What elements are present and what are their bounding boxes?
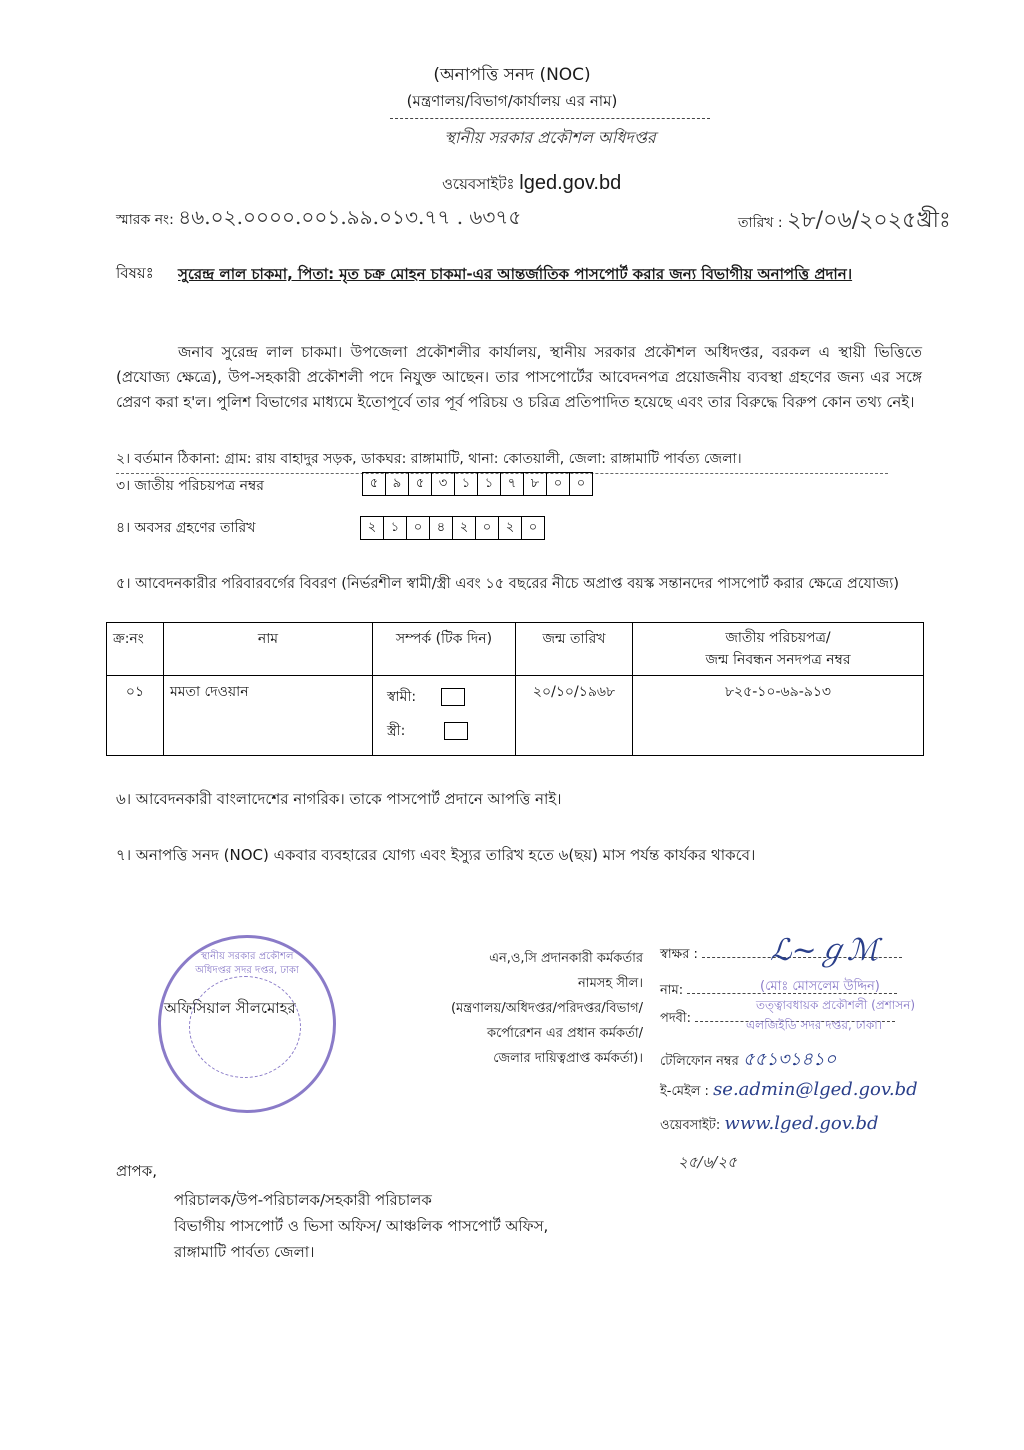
subject-text: সুরেন্দ্র লাল চাকমা, পিতা: মৃত চক্র মোহন চাকমা-এর আন্তর্জাতিক পাসপোর্ট করার জন্য বিভাগীয় অনাপত্তি প্রদান। bbox=[178, 265, 853, 283]
digit-box: ০ bbox=[576, 475, 586, 491]
recipient-address: পরিচালক/উপ-পরিচালক/সহকারী পরিচালক বিভাগীয় পাসপোর্ট ও ভিসা অফিস/ আঞ্চলিক পাসপোর্ট অফিস, রাঙ্গামাটি পার্বত্য জেলা। bbox=[174, 1191, 549, 1261]
col-serial: ক্র:নং bbox=[107, 623, 164, 676]
cell-relation bbox=[373, 676, 516, 756]
table-header-row bbox=[107, 623, 924, 676]
designation-stamp-2: এলজিইডি সদর দপ্তর, ঢাকা। bbox=[746, 1018, 883, 1032]
phone-row: টেলিফোন নম্বর ৫৫১৩১৪১০ bbox=[660, 1049, 837, 1070]
official-seal bbox=[158, 935, 336, 1113]
date-value: ২৮/০৬/২০২৫খ্রীঃ bbox=[787, 208, 951, 233]
relation-husband: স্বামী: bbox=[379, 680, 509, 714]
col-nid-line2: জন্ম নিবন্ধন সনদপত্র নম্বর bbox=[705, 652, 851, 668]
digit-box: ২ bbox=[499, 517, 522, 539]
retirement-boxes bbox=[360, 516, 545, 540]
signature-row: স্বাক্ষর : ℒ~ℊℳ bbox=[660, 945, 990, 981]
name-row: নাম: (মোঃ মোসলেম উদ্দিন) bbox=[660, 981, 990, 1009]
retirement-label: ৪। অবসর গ্রহণের তারিখ bbox=[116, 520, 256, 536]
digit-box: ০ bbox=[547, 473, 570, 495]
document-title: (অনাপত্তি সনদ (NOC) bbox=[433, 65, 591, 85]
husband-checkbox[interactable] bbox=[441, 688, 465, 706]
recipient-label: প্রাপক, bbox=[116, 1162, 157, 1180]
digit-box: ০ bbox=[528, 519, 538, 535]
wife-checkbox[interactable] bbox=[444, 722, 468, 740]
col-nid bbox=[633, 623, 924, 676]
seal-label: অফিসিয়াল সীলমোহর bbox=[164, 999, 296, 1017]
name-stamp: (মোঃ মোসলেম উদ্দিন) bbox=[760, 979, 880, 994]
col-relation: সম্পর্ক (টিক দিন) bbox=[373, 623, 516, 676]
date-line bbox=[738, 203, 951, 240]
relation-wife: স্ত্রী: bbox=[379, 714, 509, 748]
digit-box: ২ bbox=[361, 517, 384, 539]
digit-box: ৮ bbox=[524, 473, 547, 495]
digit-box: ০ bbox=[476, 517, 499, 539]
memo-number: ৪৬.০২.০০০০.০০১.৯৯.০১৩.৭৭ . ৬৩৭৫ bbox=[178, 205, 522, 229]
website-line: ওয়েবসাইটঃ lged.gov.bd bbox=[442, 172, 622, 194]
issuer-note: এন,ও,সি প্রদানকারী কর্মকর্তার নামসহ সীল। (মন্ত্রণালয়/অধিদপ্তর/পরিদপ্তর/বিভাগ/ কর্পোরেশন এর প্রধান কর্মকর্তা/ জেলার দায়িত্বপ্রাপ্ত কর্মকর্তা)। bbox=[450, 951, 643, 1066]
table-row bbox=[107, 676, 924, 756]
cell-name: মমতা দেওয়ান bbox=[164, 676, 373, 756]
address-item: ২। বর্তমান ঠিকানা: গ্রাম: রায় বাহাদুর সড়ক, ডাকঘর: রাঙ্গামাটি, থানা: কোতয়ালী, জেলা: রাঙ্গামাটি পার্বত্য জেলা। bbox=[116, 447, 888, 474]
subject-label: বিষয়ঃ bbox=[116, 264, 154, 282]
validity-item: ৭। অনাপত্তি সনদ (NOC) একবার ব্যবহারের যোগ্য এবং ইস্যুর তারিখ হতে ৬(ছয়) মাস পর্যন্ত কার্যকর থাকবে। bbox=[116, 846, 756, 864]
office-name-handwritten: স্থানীয় সরকার প্রকৌশল অধিদপ্তর bbox=[390, 118, 710, 152]
digit-box: ৯ bbox=[386, 473, 409, 495]
col-dob: জন্ম তারিখ bbox=[516, 623, 633, 676]
digit-box: ২ bbox=[453, 517, 476, 539]
seal-ring-text: স্থানীয় সরকার প্রকৌশল অধিদপ্তর সদর দপ্তর, ঢাকা bbox=[195, 951, 299, 976]
digit-box: ১ bbox=[455, 473, 478, 495]
nid-label: ৩। জাতীয় পরিচয়পত্র নম্বর bbox=[116, 478, 264, 494]
designation-stamp-1: তত্ত্বাবধায়ক প্রকৌশলী (প্রশাসন) bbox=[756, 998, 916, 1012]
digit-box: ৫ bbox=[409, 473, 432, 495]
seal-inner-ring bbox=[189, 976, 301, 1078]
digit-box: ০ bbox=[407, 517, 430, 539]
family-table bbox=[106, 622, 924, 756]
family-note: ৫। আবেদনকারীর পরিবারবর্গের বিবরণ (নির্ভরশীল স্বামী/স্ত্রী এবং ১৫ বছরের নীচে অপ্রাপ্ত বয়স্ক সন্তানদের পাসপোর্ট করার ক্ষেত্রে প্রযোজ্য) bbox=[116, 576, 900, 592]
initial-and-date: ২৫/৬/২৫ bbox=[678, 1153, 737, 1171]
body-paragraph: জনাব সুরেন্দ্র লাল চাকমা। উপজেলা প্রকৌশলীর কার্যালয়, স্থানীয় সরকার প্রকৌশল অধিদপ্তর, বরকল এ স্থায়ী ভিত্তিতে (প্রযোজ্য ক্ষেত্রে), উপ-সহকারী প্রকৌশলী পদে নিযুক্ত আছেন। তার পাসপোর্টের আবেদনপত্র প্রয়োজনীয় ব্যবস্থা গ্রহণের জন্য এর সঙ্গে প্রেরণ করা হ'ল। পুলিশ বিভাগের মাধ্যমে ইতোপূর্বে তার পূর্ব পরিচয় ও চরিত্র প্রতিপাদিত হয়েছে এবং তার বিরুদ্ধে বিরুপ কোন তথ্য নেই। bbox=[116, 343, 922, 411]
signature-block bbox=[660, 933, 990, 1176]
email-row: ই-মেইল : se.admin@lged.gov.bd bbox=[660, 1079, 918, 1100]
digit-box: ৫ bbox=[363, 473, 386, 495]
handwritten-signature: ℒ~ℊℳ bbox=[770, 933, 879, 968]
digit-box: ৩ bbox=[432, 473, 455, 495]
cell-serial: ০১ bbox=[107, 676, 164, 756]
document-subtitle: (মন্ত্রণালয়/বিভাগ/কার্যালয় এর নাম) bbox=[406, 92, 618, 110]
web-row: ওয়েবসাইট: www.lged.gov.bd bbox=[660, 1113, 879, 1134]
memo-label: স্মারক নং: bbox=[116, 212, 174, 228]
cell-dob: ২০/১০/১৯৬৮ bbox=[516, 676, 633, 756]
digit-box: ১ bbox=[384, 517, 407, 539]
nid-boxes bbox=[362, 472, 593, 496]
cell-nid: ৮২৫-১০-৬৯-৯১৩ bbox=[633, 676, 924, 756]
digit-box: ৪ bbox=[430, 517, 453, 539]
date-label: তারিখ : bbox=[738, 215, 783, 231]
digit-box: ১ bbox=[478, 473, 501, 495]
citizen-item: ৬। আবেদনকারী বাংলাদেশের নাগরিক। তাকে পাসপোর্ট প্রদানে আপত্তি নাই। bbox=[116, 790, 562, 808]
designation-row: তত্ত্বাবধায়ক প্রকৌশলী (প্রশাসন) পদবী: এলজিইডি সদর দপ্তর, ঢাকা। bbox=[660, 1009, 990, 1039]
digit-box: ৭ bbox=[501, 473, 524, 495]
memo-line bbox=[116, 203, 521, 236]
col-nid-line1: জাতীয় পরিচয়পত্র/ bbox=[725, 630, 831, 646]
col-name: নাম bbox=[164, 623, 373, 676]
